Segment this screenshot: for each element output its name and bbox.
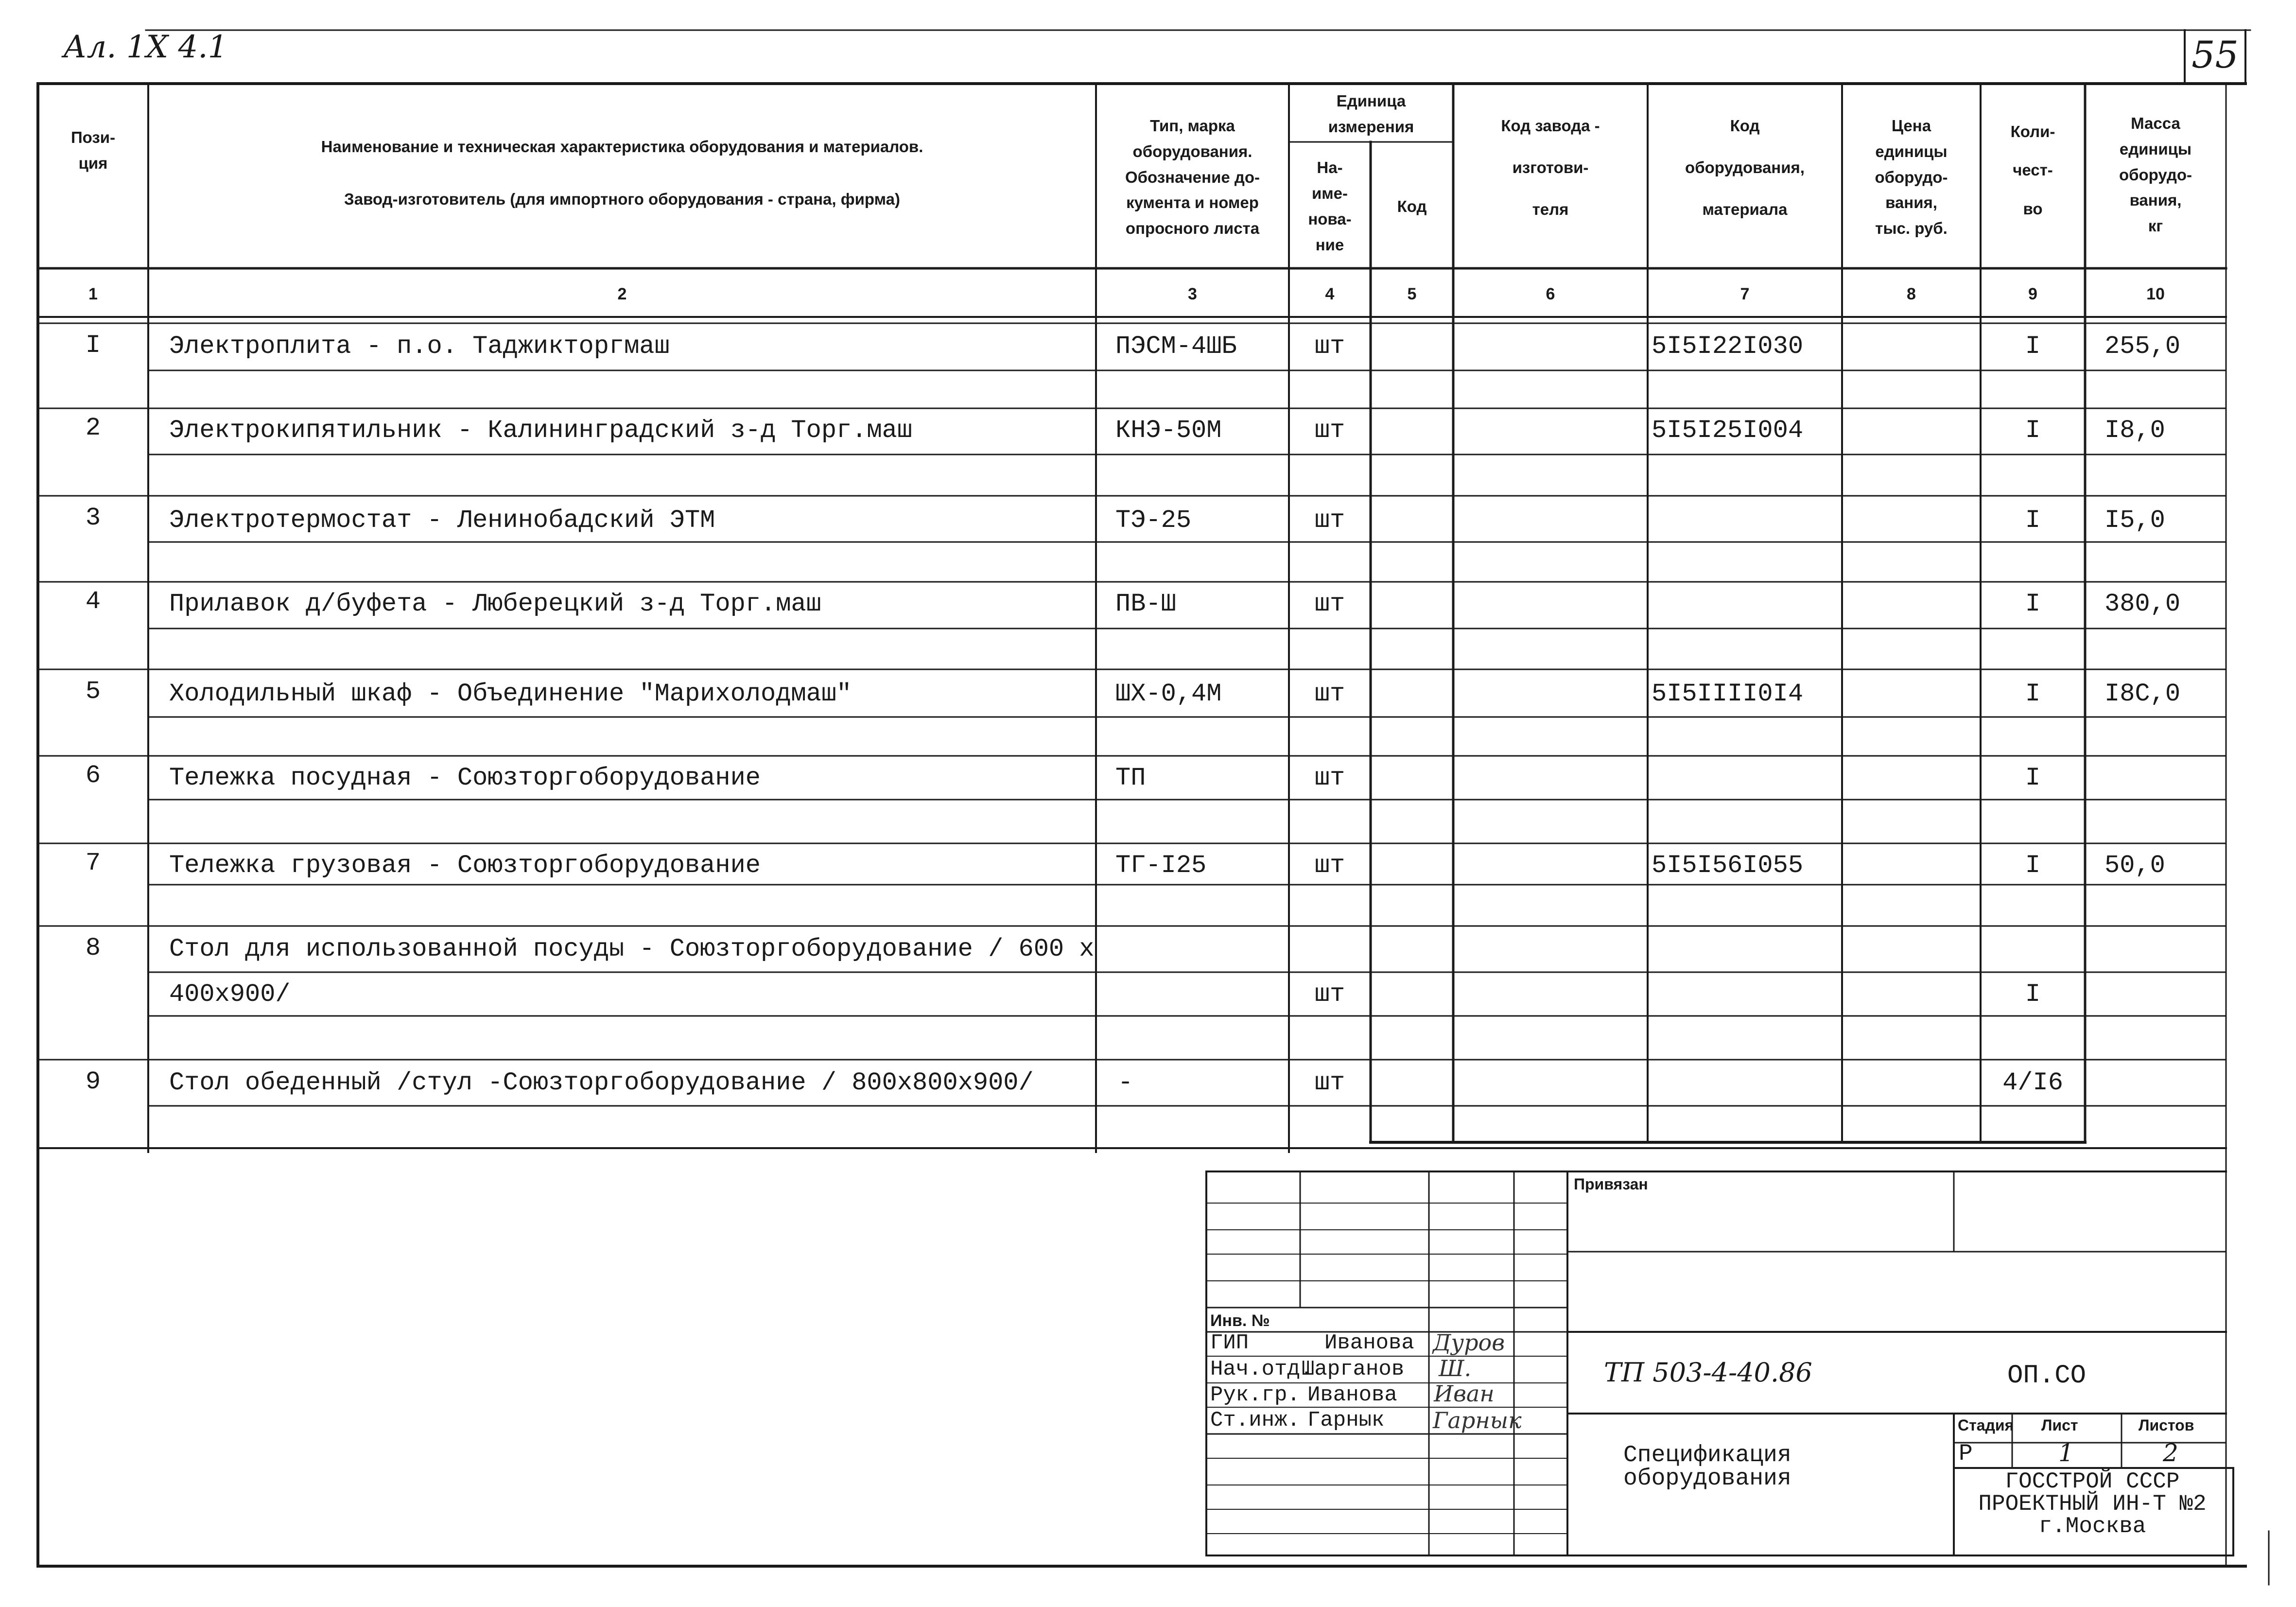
row-position: 7 [85, 848, 101, 877]
row-unit: шт [1314, 979, 1345, 1009]
row-name: Электроплита - п.о. Таджикторгмаш [169, 332, 670, 361]
row-type: ШХ-0,4М [1115, 679, 1222, 708]
row-position: I [85, 331, 101, 360]
row-position: 5 [85, 677, 101, 706]
row-mass: I5,0 [2105, 506, 2165, 535]
header-quantity: Коли- чест- во [2010, 122, 2055, 218]
sheet-value: 1 [2058, 1439, 2074, 1467]
role-senior-engineer: Ст.инж. [1210, 1408, 1300, 1432]
signature-senior-engineer: Гарнык [1433, 1407, 1522, 1433]
header-mass: Масса единицы оборудо- вания, кг [2119, 114, 2192, 235]
row-code: 5I5I25I004 [1652, 416, 1804, 445]
row-code: 5I5I22I030 [1652, 332, 1804, 361]
row-type: ПЭСМ-4ШБ [1115, 332, 1237, 361]
row-name: Стол для использованной посуды - Союзторгоборудование / 600 х [169, 935, 1095, 963]
row-type: ПВ-Ш [1115, 589, 1176, 618]
signature-group-lead: Иван [1434, 1380, 1495, 1407]
row-position: 6 [85, 761, 101, 790]
row-type: ТГ-I25 [1115, 851, 1207, 880]
row-quantity: I [2025, 506, 2041, 535]
document-mark: ОП.СО [2007, 1361, 2087, 1391]
header-price: Цена единицы оборудо- вания, тыс. руб. [1875, 117, 1948, 238]
row-position: 2 [85, 413, 101, 442]
row-code: 5I5I56I055 [1652, 851, 1804, 880]
row-mass: 380,0 [2105, 589, 2181, 618]
column-number: 5 [1407, 284, 1417, 303]
row-quantity: I [2025, 979, 2041, 1009]
row-quantity: I [2025, 416, 2041, 445]
row-code: 5I5IIII0I4 [1652, 679, 1804, 708]
stage-value: Р [1959, 1441, 1973, 1467]
page-number: 55 [2192, 33, 2239, 76]
row-position: 8 [85, 933, 101, 962]
row-name: Электрокипятильник - Калининградский з-д Торг.маш [169, 416, 913, 445]
name-chief-engineer: Иванова [1324, 1331, 1414, 1355]
row-quantity: I [2025, 851, 2041, 880]
row-name: Тележка грузовая - Союзторгоборудование [169, 851, 761, 880]
row-position: 3 [85, 503, 101, 532]
sheet-label: Лист [2041, 1416, 2078, 1434]
column-number: 8 [1907, 284, 1916, 303]
sheets-label: Листов [2139, 1416, 2194, 1434]
header-equipment-code: Код оборудования, материала [1685, 117, 1805, 218]
role-group-lead: Рук.гр. [1210, 1383, 1300, 1407]
row-name-continued: 400х900/ [169, 979, 291, 1009]
row-unit: шт [1314, 851, 1345, 880]
row-type: КНЭ-50М [1115, 416, 1222, 445]
row-type: - [1118, 1068, 1133, 1097]
column-number: 6 [1546, 284, 1555, 303]
header-name-line1: Наименование и техническая характеристика оборудования и материалов. [321, 137, 923, 156]
column-number: 1 [88, 284, 98, 303]
organization: ГОССТРОЙ СССР ПРОЕКТНЫЙ ИН-Т №2 г.Москва [1978, 1469, 2207, 1539]
row-unit: шт [1314, 589, 1345, 618]
row-type: ТП [1115, 763, 1146, 792]
column-number: 3 [1188, 284, 1197, 303]
header-unit-group: Единица измерения [1328, 92, 1414, 136]
row-quantity: I [2025, 332, 2041, 361]
column-number: 9 [2028, 284, 2037, 303]
row-unit: шт [1314, 679, 1345, 708]
document-title: Спецификация оборудования [1623, 1442, 1792, 1492]
header-unit-name: На- име- нова- ние [1308, 158, 1352, 254]
stage-label: Стадия [1958, 1416, 2014, 1434]
row-position: 4 [85, 587, 101, 616]
row-mass: I8,0 [2105, 416, 2165, 445]
name-group-lead: Иванова [1307, 1383, 1397, 1407]
row-unit: шт [1314, 1068, 1345, 1097]
name-senior-engineer: Гарнык [1307, 1408, 1385, 1432]
row-mass: 50,0 [2105, 851, 2165, 880]
header-factory-code: Код завода - изготови- теля [1501, 117, 1600, 218]
row-name: Холодильный шкаф - Объединение "Марихолодмаш" [169, 679, 852, 708]
signature-department-head: Ш. [1439, 1355, 1472, 1381]
linked-label: Привязан [1574, 1175, 1648, 1193]
role-department-head: Нач.отд. [1210, 1357, 1313, 1381]
role-chief-engineer: ГИП [1210, 1331, 1249, 1355]
row-quantity: 4/I6 [2002, 1068, 2063, 1097]
inventory-number-label: Инв. № [1210, 1311, 1270, 1330]
row-unit: шт [1314, 416, 1345, 445]
row-type: ТЭ-25 [1115, 506, 1192, 535]
row-quantity: I [2025, 679, 2041, 708]
name-department-head: Шарганов [1302, 1357, 1405, 1381]
row-name: Прилавок д/буфета - Люберецкий з-д Торг.маш [169, 589, 821, 618]
row-name: Стол обеденный /стул -Союзторгоборудование / 800х800х900/ [169, 1068, 1034, 1097]
row-mass: 255,0 [2105, 332, 2181, 361]
row-unit: шт [1314, 763, 1345, 792]
row-position: 9 [85, 1067, 101, 1096]
project-number: ТП 503-4-40.86 [1604, 1357, 1812, 1388]
header-position: Пози- ция [70, 128, 116, 172]
row-unit: шт [1314, 332, 1345, 361]
row-mass: I8С,0 [2105, 679, 2181, 708]
row-quantity: I [2025, 589, 2041, 618]
corner-note: Ал. 1Х 4.1 [63, 29, 228, 65]
header-name-line2: Завод-изготовитель (для импортного оборудования - страна, фирма) [344, 190, 900, 208]
row-unit: шт [1314, 506, 1345, 535]
column-number: 10 [2146, 284, 2165, 303]
column-number: 2 [617, 284, 627, 303]
row-quantity: I [2025, 763, 2041, 792]
column-number: 7 [1740, 284, 1750, 303]
sheets-value: 2 [2163, 1439, 2178, 1467]
header-unit-code: Код [1397, 197, 1427, 215]
column-number: 4 [1325, 284, 1335, 303]
row-name: Электротермостат - Ленинобадский ЭТМ [169, 506, 715, 535]
signature-chief-engineer: Дуров [1433, 1329, 1505, 1356]
row-name: Тележка посудная - Союзторгоборудование [169, 763, 761, 792]
header-type: Тип, марка оборудования. Обозначение до- кумента и номер опросного листа [1125, 117, 1260, 238]
